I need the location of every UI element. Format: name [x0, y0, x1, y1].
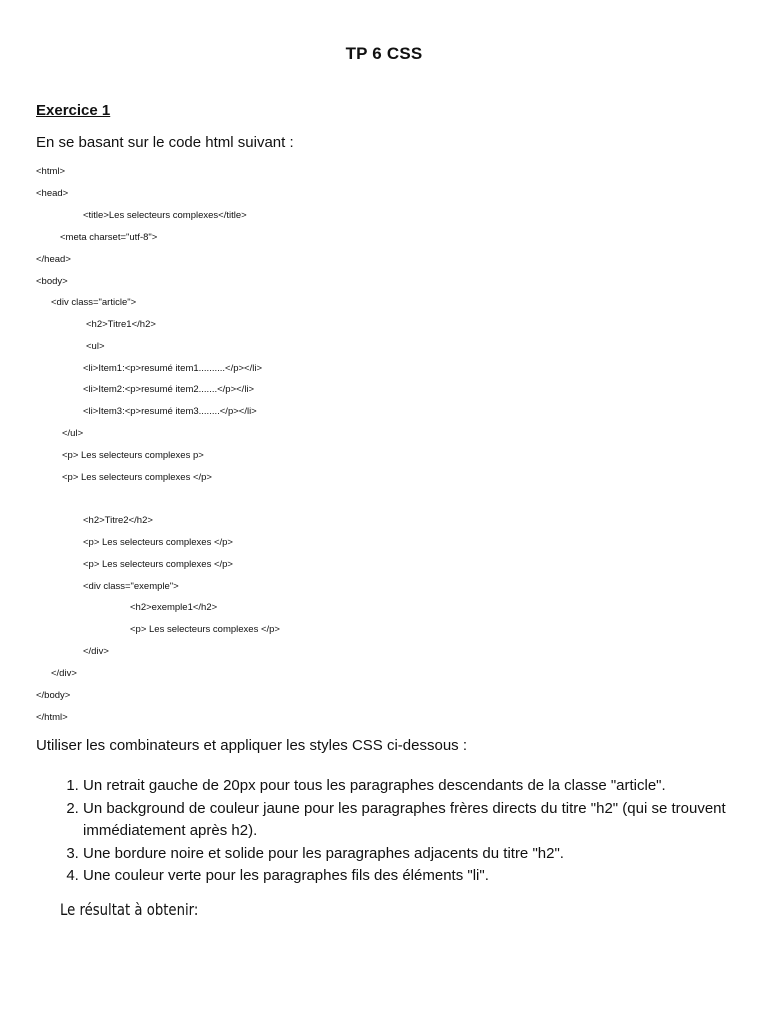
- code-line: <head>: [36, 188, 69, 199]
- code-line: <ul>: [86, 341, 105, 352]
- code-line: <meta charset="utf-8">: [60, 232, 158, 243]
- document-title: TP 6 CSS: [345, 44, 423, 63]
- code-line: <li>Item2:<p>resumé item2.......</p></li>: [83, 384, 255, 395]
- code-line: <li>Item3:<p>resumé item3........</p></li>: [83, 406, 257, 417]
- code-line: <p> Les selecteurs complexes </p>: [62, 472, 212, 483]
- code-line: <body>: [36, 276, 68, 287]
- code-line: <h2>exemple1</h2>: [130, 602, 218, 613]
- task-item: 4. Une couleur verte pour les paragraphes fils des éléments "li".: [83, 865, 763, 888]
- code-line: </ul>: [62, 428, 84, 439]
- code-line: <p> Les selecteurs complexes </p>: [130, 624, 280, 635]
- result-label: Le résultat à obtenir:: [60, 900, 199, 919]
- code-line: <p> Les selecteurs complexes </p>: [83, 559, 233, 570]
- code-line: <p> Les selecteurs complexes p>: [62, 450, 204, 461]
- code-line: <title>Les selecteurs complexes</title>: [83, 210, 247, 221]
- code-line: </html>: [36, 712, 68, 723]
- code-line: <html>: [36, 166, 66, 177]
- task-item: 3. Une bordure noire et solide pour les paragraphes adjacents du titre "h2".: [83, 843, 763, 866]
- exercise-heading: Exercice 1: [36, 102, 111, 119]
- task-item: 1. Un retrait gauche de 20px pour tous les paragraphes descendants de la classe "article".: [83, 775, 763, 798]
- code-line: </head>: [36, 254, 71, 265]
- code-line: </div>: [83, 646, 109, 657]
- instruction-text: Utiliser les combinateurs et appliquer les styles CSS ci-dessous :: [36, 737, 468, 754]
- code-line: <li>Item1:<p>resumé item1..........</p></li>: [83, 363, 263, 374]
- code-line: <p> Les selecteurs complexes </p>: [83, 537, 233, 548]
- code-line: <div class="article">: [51, 297, 137, 308]
- code-line: </body>: [36, 690, 71, 701]
- intro-text: En se basant sur le code html suivant :: [36, 134, 294, 151]
- task-item: 2. Un background de couleur jaune pour les paragraphes frères directs du titre "h2" (qui se trouvent immédiatement après h2).: [83, 798, 763, 843]
- code-line: <h2>Titre2</h2>: [83, 515, 153, 526]
- code-line: </div>: [51, 668, 77, 679]
- task-list: [36, 775, 763, 888]
- code-line: <h2>Titre1</h2>: [86, 319, 156, 330]
- code-line: <div class="exemple">: [83, 581, 179, 592]
